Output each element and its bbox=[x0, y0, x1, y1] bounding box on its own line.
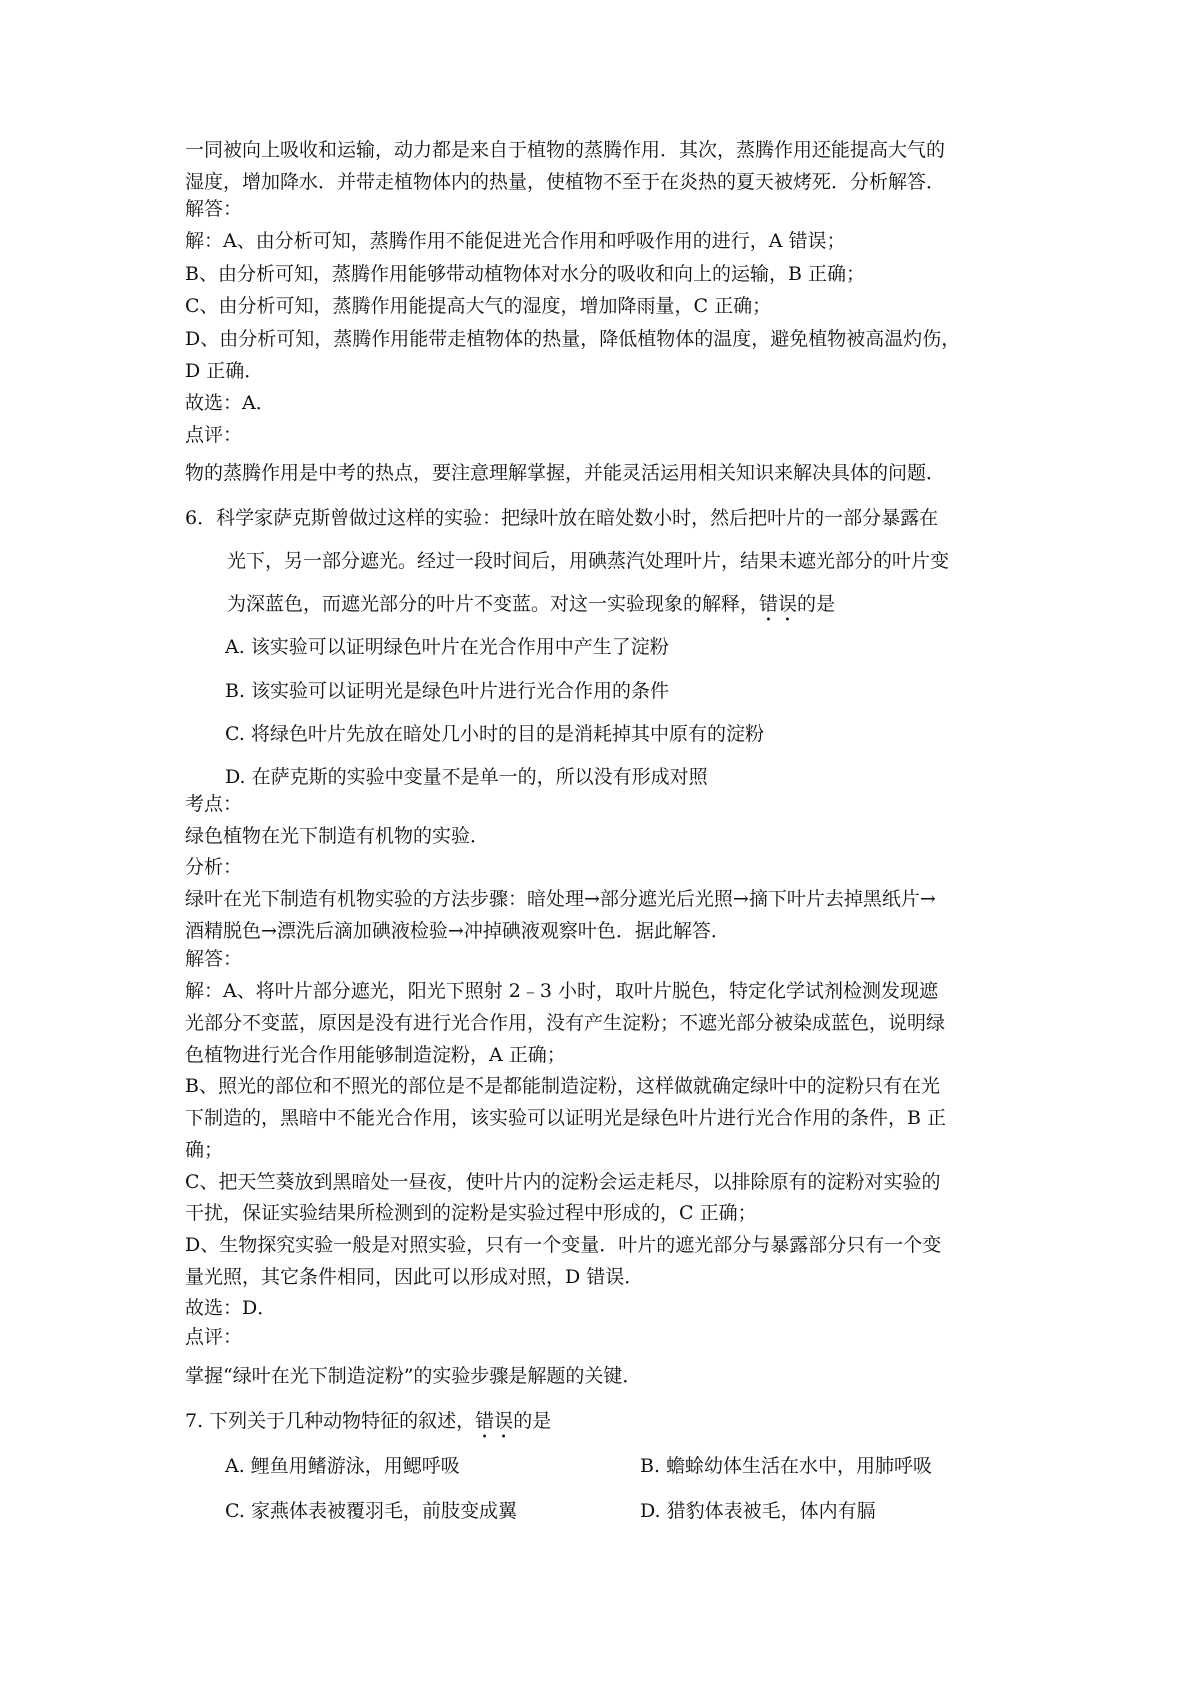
q6-answer-line-2: 光部分不变蓝，原因是没有进行光合作用，没有产生淀粉；不遮光部分被染成蓝色，说明绿 bbox=[185, 1012, 946, 1034]
q6-answer-line-10: 量光照，其它条件相同，因此可以形成对照，D 错误． bbox=[185, 1266, 644, 1288]
q7-stem bbox=[185, 1407, 1025, 1443]
q6-comment: 掌握“绿叶在光下制造淀粉”的实验步骤是解题的关键． bbox=[185, 1365, 642, 1387]
q6-analysis-label: 分析： bbox=[185, 856, 243, 878]
q5-answer-line-3: C、由分析可知，蒸腾作用能提高大气的湿度，增加降雨量，C 正确； bbox=[185, 295, 772, 317]
q6-emphasis-word: 错误 bbox=[759, 593, 798, 615]
q5-comment-label: 点评： bbox=[185, 424, 243, 446]
q6-answer-line-9: D、生物探究实验一般是对照实验，只有一个变量．叶片的遮光部分与暴露部分只有一个变 bbox=[185, 1234, 942, 1256]
q6-stem-line-2: 光下，另一部分遮光。经过一段时间后，用碘蒸汽处理叶片，结果未遮光部分的叶片变 bbox=[227, 550, 950, 572]
q7-stem-end: 的是 bbox=[513, 1410, 552, 1432]
q5-answer-label: 解答： bbox=[185, 198, 243, 220]
q5-answer-line-2: B、由分析可知，蒸腾作用能够带动植物体对水分的吸收和向上的运输，B 正确； bbox=[185, 263, 865, 285]
q6-stem-text: 为深蓝色，而遮光部分的叶片不变蓝。对这一实验现象的解释， bbox=[227, 593, 760, 615]
q5-answer-line-5: D 正确． bbox=[185, 360, 264, 382]
q6-comment-label: 点评： bbox=[185, 1326, 243, 1348]
q6-answer-line-6: 确； bbox=[185, 1139, 224, 1161]
q6-answer-label: 解答： bbox=[185, 948, 243, 970]
q6-answer-line-7: C、把天竺葵放到黑暗处一昼夜，使叶片内的淀粉会运走耗尽，以排除原有的淀粉对实验的 bbox=[185, 1171, 941, 1193]
q7-option-c: C. 家燕体表被覆羽毛，前肢变成翼 bbox=[225, 1500, 517, 1522]
q6-answer-line-1: 解：A、将叶片部分遮光，阳光下照射 2﹣3 小时，取叶片脱色，特定化学试剂检测发现遮 bbox=[185, 980, 938, 1002]
q5-answer-line-4: D、由分析可知，蒸腾作用能带走植物体的热量，降低植物体的温度，避免植物被高温灼伤， bbox=[185, 328, 961, 350]
q6-kaodian: 绿色植物在光下制造有机物的实验． bbox=[185, 825, 490, 847]
q6-choice: 故选：D． bbox=[185, 1297, 277, 1319]
q6-answer-line-8: 干扰，保证实验结果所检测到的淀粉是实验过程中形成的，C 正确； bbox=[185, 1202, 757, 1224]
q5-choice: 故选：A． bbox=[185, 392, 275, 414]
q6-answer-line-3: 色植物进行光合作用能够制造淀粉，A 正确； bbox=[185, 1044, 566, 1066]
q6-answer-line-5: 下制造的，黑暗中不能光合作用，该实验可以证明光是绿色叶片进行光合作用的条件，B 正 bbox=[185, 1107, 947, 1129]
q6-stem-end: 的是 bbox=[797, 593, 836, 615]
q6-stem-line-1: 6．科学家萨克斯曾做过这样的实验：把绿叶放在暗处数小时，然后把叶片的一部分暴露在 bbox=[185, 507, 939, 529]
q6-analysis-line-2: 酒精脱色→漂洗后滴加碘液检验→冲掉碘液观察叶色．据此解答． bbox=[185, 920, 730, 942]
q6-option-a: A. 该实验可以证明绿色叶片在光合作用中产生了淀粉 bbox=[225, 636, 669, 658]
q7-stem-text: 7. 下列关于几种动物特征的叙述， bbox=[185, 1410, 476, 1432]
q6-answer-line-4: B、照光的部位和不照光的部位是不是都能制造淀粉，这样做就确定绿叶中的淀粉只有在光 bbox=[185, 1075, 940, 1097]
q6-option-c: C. 将绿色叶片先放在暗处几小时的目的是消耗掉其中原有的淀粉 bbox=[225, 723, 764, 745]
q5-answer-line-1: 解：A、由分析可知，蒸腾作用不能促进光合作用和呼吸作用的进行，A 错误； bbox=[185, 230, 846, 252]
q7-option-a: A. 鲤鱼用鳍游泳，用鳃呼吸 bbox=[225, 1455, 460, 1477]
q6-analysis-line-1: 绿叶在光下制造有机物实验的方法步骤：暗处理→部分遮光后光照→摘下叶片去掉黑纸片→ bbox=[185, 888, 936, 910]
q5-comment: 物的蒸腾作用是中考的热点，要注意理解掌握，并能灵活运用相关知识来解决具体的问题． bbox=[185, 462, 946, 484]
q7-option-d: D. 猎豹体表被毛，体内有膈 bbox=[640, 1500, 876, 1522]
q7-option-b: B. 蟾蜍幼体生活在水中，用肺呼吸 bbox=[640, 1455, 933, 1477]
q5-analysis-line-1: 一同被向上吸收和运输，动力都是来自于植物的蒸腾作用．其次，蒸腾作用还能提高大气的 bbox=[185, 139, 946, 161]
q6-option-d: D. 在萨克斯的实验中变量不是单一的，所以没有形成对照 bbox=[225, 766, 708, 788]
q5-analysis-line-2: 湿度，增加降水．并带走植物体内的热量，使植物不至于在炎热的夏天被烤死．分析解答． bbox=[185, 171, 946, 193]
q6-kaodian-label: 考点： bbox=[185, 793, 243, 815]
q6-stem-line-3 bbox=[227, 590, 1067, 626]
q7-emphasis-word: 错误 bbox=[475, 1410, 514, 1432]
q6-option-b: B. 该实验可以证明光是绿色叶片进行光合作用的条件 bbox=[225, 680, 670, 702]
